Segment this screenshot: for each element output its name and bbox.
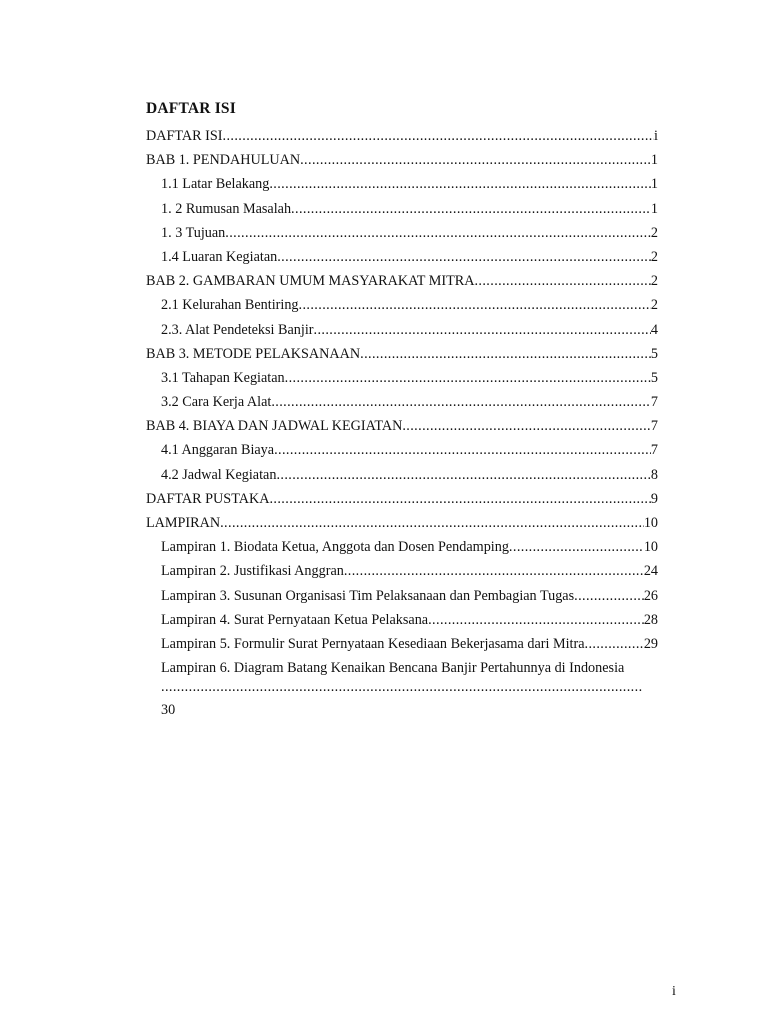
toc-entry-title: 4.2 Jadwal Kegiatan [161, 466, 277, 483]
toc-entry-title: 1.4 Luaran Kegiatan [161, 248, 278, 265]
toc-entry-leader [299, 293, 651, 317]
toc-entry-leader [402, 414, 651, 438]
toc-entry-leader [585, 632, 644, 656]
toc-entry-title: Lampiran 4. Surat Pernyataan Ketua Pelaksana [161, 611, 429, 628]
toc-entry[interactable] [146, 148, 658, 172]
toc-entry-title: BAB 2. GAMBARAN UMUM MASYARAKAT MITRA [146, 273, 475, 290]
toc-entry-title: 1. 2 Rumusan Masalah [161, 200, 292, 217]
toc-entry-page: 7 [650, 418, 658, 435]
toc-entry-page: 10 [643, 539, 658, 556]
toc-entry[interactable] [146, 221, 658, 245]
toc-entry-title: Lampiran 2. Justifikasi Anggran [161, 563, 344, 580]
toc-entry[interactable] [146, 245, 658, 269]
toc-entry[interactable] [146, 390, 658, 414]
toc-entry-title: 1. 3 Tujuan [161, 224, 226, 241]
toc-entry-page: 30 [161, 701, 176, 718]
toc-entry-title: Lampiran 1. Biodata Ketua, Anggota dan Dosen Pendamping [161, 539, 509, 556]
toc-entry-leader [509, 535, 644, 559]
toc-entry-page: 1 [650, 176, 658, 193]
toc-entry-title: 2.3. Alat Pendeteksi Banjir [161, 321, 314, 338]
toc-entry[interactable] [146, 172, 658, 196]
toc-entry[interactable] [146, 487, 658, 511]
toc-entry-title: 1.1 Latar Belakang [161, 176, 270, 193]
toc-entry-page: 1 [650, 200, 658, 217]
toc-entry-title: BAB 1. PENDAHULUAN [146, 152, 301, 169]
toc-entry[interactable] [146, 293, 658, 317]
toc-entry[interactable] [146, 535, 658, 559]
toc-entry-title: 4.1 Anggaran Biaya [161, 442, 275, 459]
toc-heading: DAFTAR ISI [146, 100, 236, 117]
toc-entry-leader [274, 438, 651, 462]
toc-entry-leader [161, 679, 643, 699]
toc-entry-leader [314, 318, 651, 342]
toc-entry[interactable] [146, 197, 658, 221]
toc-entry[interactable] [146, 584, 658, 608]
toc-entry-title: Lampiran 3. Susunan Organisasi Tim Pelaksanaan dan Pembagian Tugas [161, 587, 575, 604]
toc-entry[interactable] [146, 632, 658, 656]
toc-entry-title: BAB 4. BIAYA DAN JADWAL KEGIATAN [146, 418, 403, 435]
toc-entry-leader [271, 390, 651, 414]
toc-entry-leader [360, 342, 651, 366]
toc-entry-page: 2 [650, 224, 658, 241]
toc-entry-page: 8 [650, 466, 658, 483]
toc-entry-leader [225, 221, 651, 245]
toc-entry-page: 24 [643, 563, 658, 580]
toc-entry-page: 10 [643, 515, 658, 531]
toc-entry-leader [269, 172, 651, 196]
toc-entry-page: 2 [650, 248, 658, 265]
toc-entry[interactable] [146, 438, 658, 462]
toc-entry-page: 9 [650, 490, 658, 507]
toc-entry-title: DAFTAR ISI [146, 128, 223, 144]
toc-entry-leader [474, 269, 650, 293]
toc-entry[interactable] [146, 366, 658, 390]
toc-entry-leader [220, 511, 644, 535]
toc-entry-page: i [654, 128, 658, 144]
toc-entry-title: 2.1 Kelurahan Bentiring [161, 297, 299, 314]
toc-entry[interactable] [146, 608, 658, 632]
toc-entry-page: 5 [650, 369, 658, 386]
toc-entry[interactable] [146, 318, 658, 342]
toc-entry-leader [277, 245, 651, 269]
toc-entry-leader [276, 463, 650, 487]
toc-entry-page: 29 [643, 635, 658, 652]
toc-entry-page: 7 [650, 394, 658, 411]
toc-entry-page: 5 [650, 345, 658, 362]
toc-entry-leader [285, 366, 651, 390]
toc-entry[interactable] [146, 559, 658, 583]
toc-entry-leader [428, 608, 644, 632]
page-number: i [672, 984, 676, 999]
toc-entry-page: 28 [643, 611, 658, 628]
toc-entry[interactable] [146, 124, 658, 148]
toc-entry-page: 2 [650, 297, 658, 314]
toc-entry[interactable] [146, 463, 658, 487]
toc-entry[interactable] [146, 269, 658, 293]
toc-entry-page: 7 [650, 442, 658, 459]
toc-entry-leader [269, 487, 650, 511]
toc-entry-title: Lampiran 6. Diagram Batang Kenaikan Bencana Banjir Pertahunnya di Indonesia [161, 660, 625, 677]
toc-entry[interactable] [146, 342, 658, 366]
toc-entry-title: 3.1 Tahapan Kegiatan [161, 369, 285, 386]
toc-entry-page: 4 [650, 321, 658, 338]
toc-entry-leader [344, 559, 644, 583]
toc-entry-last[interactable] [146, 658, 658, 721]
table-of-contents [146, 124, 658, 721]
toc-entry-title: BAB 3. METODE PELAKSANAAN [146, 345, 361, 362]
toc-entry-leader [223, 124, 655, 148]
toc-entry-title: 3.2 Cara Kerja Alat [161, 394, 272, 411]
toc-entry-leader [300, 148, 651, 172]
toc-entry[interactable] [146, 511, 658, 535]
toc-entry-leader [291, 197, 651, 221]
toc-entry-page: 26 [643, 587, 658, 604]
toc-entry-page: 2 [650, 273, 658, 290]
toc-entry-title: LAMPIRAN [146, 515, 221, 531]
toc-entry-title: Lampiran 5. Formulir Surat Pernyataan Kesediaan Bekerjasama dari Mitra [161, 635, 585, 652]
toc-entry-leader [574, 584, 644, 608]
toc-entry-page: 1 [650, 152, 658, 169]
toc-entry-title: DAFTAR PUSTAKA [146, 490, 270, 507]
toc-entry[interactable] [146, 414, 658, 438]
